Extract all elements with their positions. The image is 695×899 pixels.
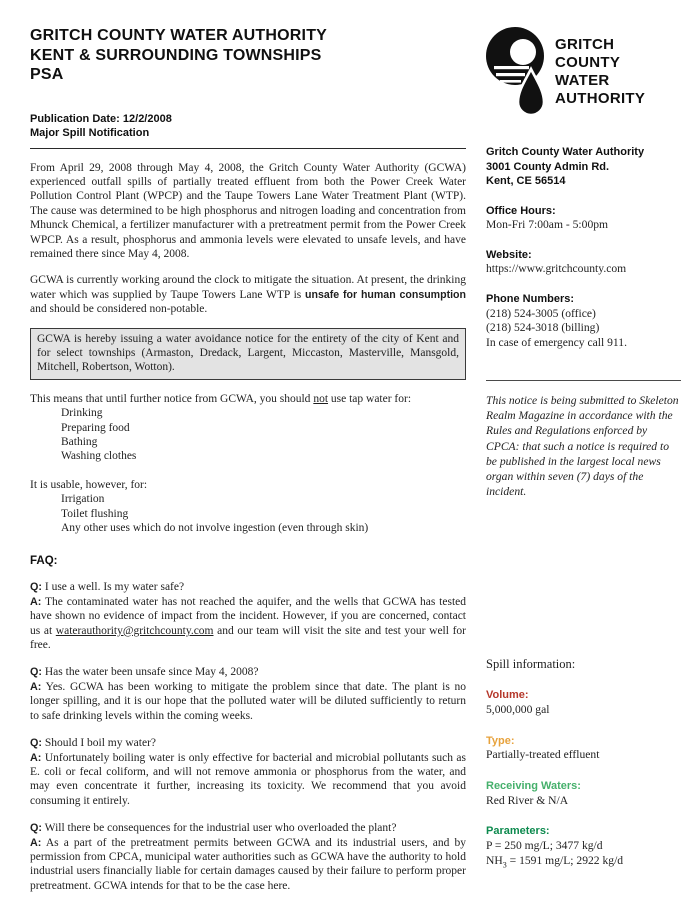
office-hours-label: Office Hours: <box>486 204 556 217</box>
phone-office: (218) 524-3005 (office) <box>486 306 596 320</box>
logo-wordmark <box>555 36 645 108</box>
website-url[interactable]: https://www.gritchcounty.com <box>486 262 627 276</box>
faq-answer <box>30 595 466 653</box>
ammonia-values: = 1591 mg/L; 2922 kg/d <box>506 853 624 867</box>
water-authority-logo-icon <box>486 14 548 131</box>
phone-label: Phone Numbers: <box>486 293 575 306</box>
spill-type <box>486 734 681 763</box>
email-link[interactable]: waterauthority@gritchcounty.com <box>55 624 214 637</box>
website-section <box>486 248 681 277</box>
office-hours-section <box>486 204 681 233</box>
parameters-label: Parameters: <box>486 825 550 838</box>
phone-billing: (218) 524-3018 (billing) <box>486 321 600 335</box>
website-label: Website: <box>486 248 532 261</box>
faq-item-unsafe-since <box>30 665 466 723</box>
address-line: Kent, CE 56514 <box>486 175 566 187</box>
a-label: A: <box>30 751 42 764</box>
sidebar-divider <box>486 380 681 381</box>
water-avoidance-notice-box: GCWA is hereby issuing a water avoidance notice for the entirety of the city of Kent and for select townships (Armaston, Dredack, Largent, Miccaston, Masterville, Mansgold, Mitchell, Robertson, Wotton). <box>30 328 466 380</box>
question-text: Should I boil my water? <box>44 737 157 750</box>
question-text: I use a well. Is my water safe? <box>44 581 185 594</box>
list-item: Irrigation <box>61 493 105 506</box>
list-item: Preparing food <box>61 421 130 434</box>
publication-block <box>30 112 466 141</box>
spill-parameters <box>486 824 681 872</box>
q-label: Q: <box>30 581 42 594</box>
title-line-townships: KENT & SURROUNDING TOWNSHIPS <box>30 46 322 64</box>
answer-text: Unfortunately boiling water is only effective for bacterial and microbial pollutants such as E. coli or fecal coliform, and will not remove ammonia or phosphorus from the water, and may even concentrate it further, increasing its toxicity. We recommend that you avoid consuming it entirely. <box>30 751 466 807</box>
office-hours-value: Mon-Fri 7:00am - 5:00pm <box>486 218 609 231</box>
list-item: Bathing <box>61 436 98 448</box>
mitigation-text-suffix: and should be considered non-potable. <box>30 303 208 316</box>
question-text: Will there be consequences for the industrial user who overloaded the plant? <box>44 822 397 835</box>
spill-volume <box>486 688 681 717</box>
gcwa-logo <box>486 14 681 131</box>
faq-answer <box>30 680 466 723</box>
title-line-psa: PSA <box>30 66 64 83</box>
page-title <box>30 26 466 85</box>
unsafe-warning-bold: unsafe for human consumption <box>305 288 466 301</box>
q-label: Q: <box>30 737 42 750</box>
logo-word: AUTHORITY <box>555 90 646 107</box>
usable-uses-list <box>30 492 466 535</box>
parameter-phosphorus: P = 250 mg/L; 3477 kg/d <box>486 838 603 852</box>
answer-text-prefix: The contaminated water has not reached the aquifer, and the wells that GCWA has tested have shown no evidence of impact from the incident. However, if you are concerned, contact us at <box>30 595 467 637</box>
faq-item-well-safety <box>30 580 466 652</box>
list-item: Drinking <box>61 407 103 420</box>
header-divider <box>30 148 466 149</box>
authority-address <box>486 145 681 189</box>
spill-receiving-waters <box>486 779 681 808</box>
type-label: Type: <box>486 734 515 747</box>
a-label: A: <box>30 680 42 693</box>
ammonia-subscript: 3 <box>502 859 507 869</box>
list-item: Any other uses which do not involve ingestion (even through skin) <box>61 522 369 535</box>
faq-question <box>30 665 466 679</box>
avoidance-intro-prefix: This means that until further notice from GCWA, you should <box>30 392 314 405</box>
list-item: Toilet flushing <box>61 507 129 520</box>
address-line: 3001 County Admin Rd. <box>486 160 610 173</box>
faq-question <box>30 580 466 594</box>
logo-word: GRITCH <box>555 36 615 53</box>
faq-item-industrial-consequences <box>30 821 466 893</box>
a-label: A: <box>30 595 42 608</box>
faq-item-boil-water <box>30 736 466 808</box>
parameter-ammonia <box>486 854 681 873</box>
avoidance-intro <box>30 392 466 406</box>
avoidance-intro-suffix: use tap water for: <box>328 392 412 405</box>
answer-text-suffix: and our team will visit the site and test your well for free. <box>30 624 466 652</box>
receiving-waters-value: Red River & N/A <box>486 793 569 807</box>
regulatory-note: This notice is being submitted to Skeleton Realm Magazine in accordance with the Rules and Regulations enforced by CPCA: that such a notice is required to be published in the largest local news organ within seven (7) days of the incident. <box>486 393 679 499</box>
address-line: Gritch County Water Authority <box>486 146 645 158</box>
main-column <box>30 26 466 893</box>
faq-heading: FAQ: <box>30 555 58 568</box>
sidebar-column <box>486 26 681 893</box>
usable-intro: It is usable, however, for: <box>30 478 148 491</box>
mitigation-text-prefix: GCWA is currently working around the clock to mitigate the situation. At present, the drinking water which was supplied by Taupe Towers Lane WTP is <box>30 274 466 301</box>
spill-information-heading: Spill information: <box>486 657 576 672</box>
emergency-note: In case of emergency call 911. <box>486 336 627 350</box>
a-label: A: <box>30 836 42 849</box>
answer-text: As a part of the pretreatment permits between GCWA and its industrial users, and by permission from CPCA, municipal water authorities such as GCWA have the authority to hold industrial users financially liable for certain damages caused by their failure to perform proper pretreatment. GCWA intends for that to be the case here. <box>30 836 466 892</box>
faq-question <box>30 736 466 750</box>
faq-answer <box>30 751 466 809</box>
list-item: Washing clothes <box>61 450 137 463</box>
avoid-uses-list <box>30 406 466 464</box>
faq-question <box>30 821 466 835</box>
volume-label: Volume: <box>486 689 529 702</box>
title-line-authority: GRITCH COUNTY WATER AUTHORITY <box>30 27 328 44</box>
publication-date: Publication Date: 12/2/2008 <box>30 112 172 125</box>
ammonia-symbol: NH <box>486 853 503 867</box>
avoidance-not-underlined: not <box>313 392 329 405</box>
mitigation-paragraph <box>30 273 466 316</box>
incident-paragraph: From April 29, 2008 through May 4, 2008, the Gritch County Water Authority (GCWA) experienced outfall spills of partially treated effluent from both the Power Creek Water Pollution Control Plant (WPCP) and the Taupe Towers Lane Water Treatment Plant (WTP). The cause was determined to be high phosphorus and nitrogen loading and concentration from Mhunck Chemical, a fertilizer manufacturer with a pretreatment permit from the Power Creek WPCP. As a result, phosphorus and ammonia levels were elevated to unsafe levels, and have remained there since May 4, 2008. <box>30 161 466 260</box>
q-label: Q: <box>30 822 42 835</box>
phone-section <box>486 292 681 351</box>
notification-type: Major Spill Notification <box>30 127 150 139</box>
answer-text: Yes. GCWA has been working to mitigate the problem since that date. The plant is no longer spilling, and it is our hope that the polluted water will be diluted sufficiently to return to safe drinking levels within the coming weeks. <box>30 680 466 722</box>
question-text: Has the water been unsafe since May 4, 2008? <box>44 666 259 679</box>
logo-word: WATER <box>555 72 610 89</box>
receiving-waters-label: Receiving Waters: <box>486 780 581 792</box>
q-label: Q: <box>30 666 42 679</box>
volume-value: 5,000,000 gal <box>486 702 550 716</box>
type-value: Partially-treated effluent <box>486 748 600 762</box>
logo-word: COUNTY <box>555 54 621 71</box>
faq-answer <box>30 836 466 894</box>
